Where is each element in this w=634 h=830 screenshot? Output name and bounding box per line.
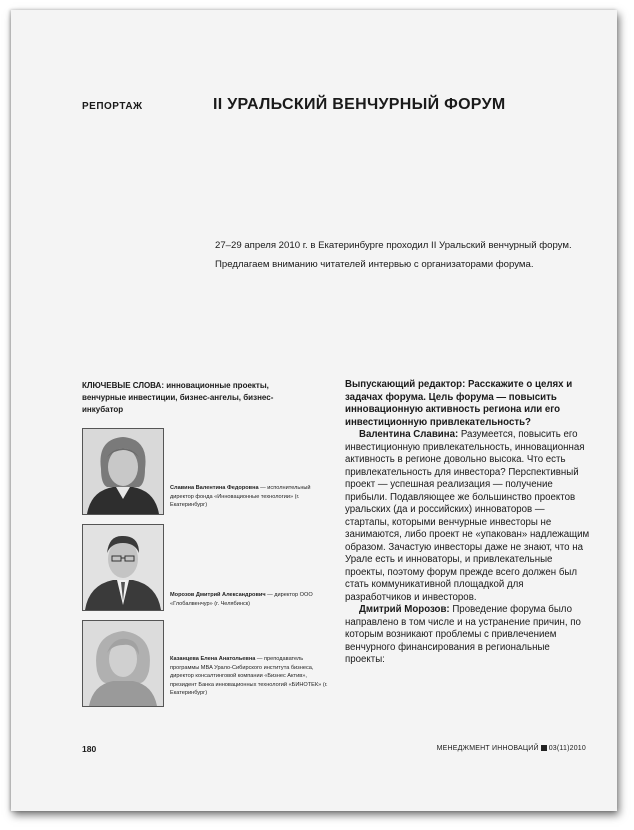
- person-name: Казанцева Елена Анатольевна: [170, 656, 256, 662]
- person-desc: — преподаватель программы MBA Урало-Сибирского института бизнеса, директор консалтинговой компании «Бизнес Актив», президент Банка инновационных технологий «БИНОТЕК» (г. Екатеринбург): [170, 656, 328, 697]
- intro-line-1: 27–29 апреля 2010 г. в Екатеринбурге проходил II Уральский венчурный форум.: [215, 240, 572, 251]
- answer-morozov: [345, 604, 590, 667]
- speaker-name: Дмитрий Морозов:: [359, 604, 450, 615]
- answer-text: Проведение форума было направлено в том числе и на устранение причин, по которым возникают проблемы с привлечением венчурного финансирования в региональные проекты:: [345, 604, 581, 665]
- person-desc: — директор ООО «Глобалвенчур» (г. Челябинск): [170, 592, 313, 607]
- magazine-name: МЕНЕДЖМЕНТ ИННОВАЦИЙ: [436, 745, 539, 752]
- page-number: 180: [82, 744, 97, 754]
- keywords-block: [82, 380, 312, 416]
- editor-question: Выпускающий редактор: Расскажите о целях и задачах форума. Цель форума — повысить инновационную активность региона или его инвестиционную привлекательность?: [345, 379, 573, 428]
- keywords-text: инновационные проекты, венчурные инвестиции, бизнес-ангелы, бизнес-инкубатор: [82, 381, 274, 414]
- speaker-name: Валентина Славина:: [359, 429, 459, 440]
- caption-kazantseva: [170, 655, 330, 698]
- portrait-photo-slavina: [82, 428, 164, 515]
- answer-text: Разумеется, повысить его инвестиционную привлекательность, инновационная активность в регионе довольно высока. Что есть привлекательность для инвестора? Перспективный проект — успешная реализация — получение прибыли. Подавляющее же большинство проектов уральских (да и российских) инноваторов — стартапы, которыми венчурные инвесторы не занимаются, либо проект не «упакован» надлежащим образом. Зачастую инвесторы даже не знают, что на Урале есть и инноваторы, и привлекательные проекты, поэтому форум прежде всего должен был стать коммуникативной площадкой для разработчиков и инвесторов.: [345, 429, 590, 603]
- square-bullet-icon: [541, 745, 547, 751]
- article-intro: [215, 236, 605, 274]
- magazine-footer: [437, 745, 586, 752]
- person-name: Славина Валентина Федоровна: [170, 485, 259, 491]
- portrait-photo-morozov: [82, 524, 164, 611]
- keywords-label: КЛЮЧЕВЫЕ СЛОВА:: [82, 381, 164, 390]
- issue-number: 03(11)2010: [548, 745, 586, 752]
- interview-column: [345, 379, 590, 667]
- person-desc: — исполнительный директор фонда «Инновационные технологии» (г. Екатеринбург): [170, 485, 311, 509]
- answer-slavina: [345, 429, 590, 604]
- portrait-photo-kazantseva: [82, 620, 164, 707]
- caption-morozov: [170, 591, 330, 608]
- article-title: II УРАЛЬСКИЙ ВЕНЧУРНЫЙ ФОРУМ: [213, 96, 506, 113]
- section-label: РЕПОРТАЖ: [82, 101, 143, 112]
- intro-line-2: Предлагаем вниманию читателей интервью с организаторами форума.: [215, 259, 534, 270]
- person-name: Морозов Дмитрий Александрович: [170, 592, 266, 598]
- caption-slavina: [170, 484, 330, 510]
